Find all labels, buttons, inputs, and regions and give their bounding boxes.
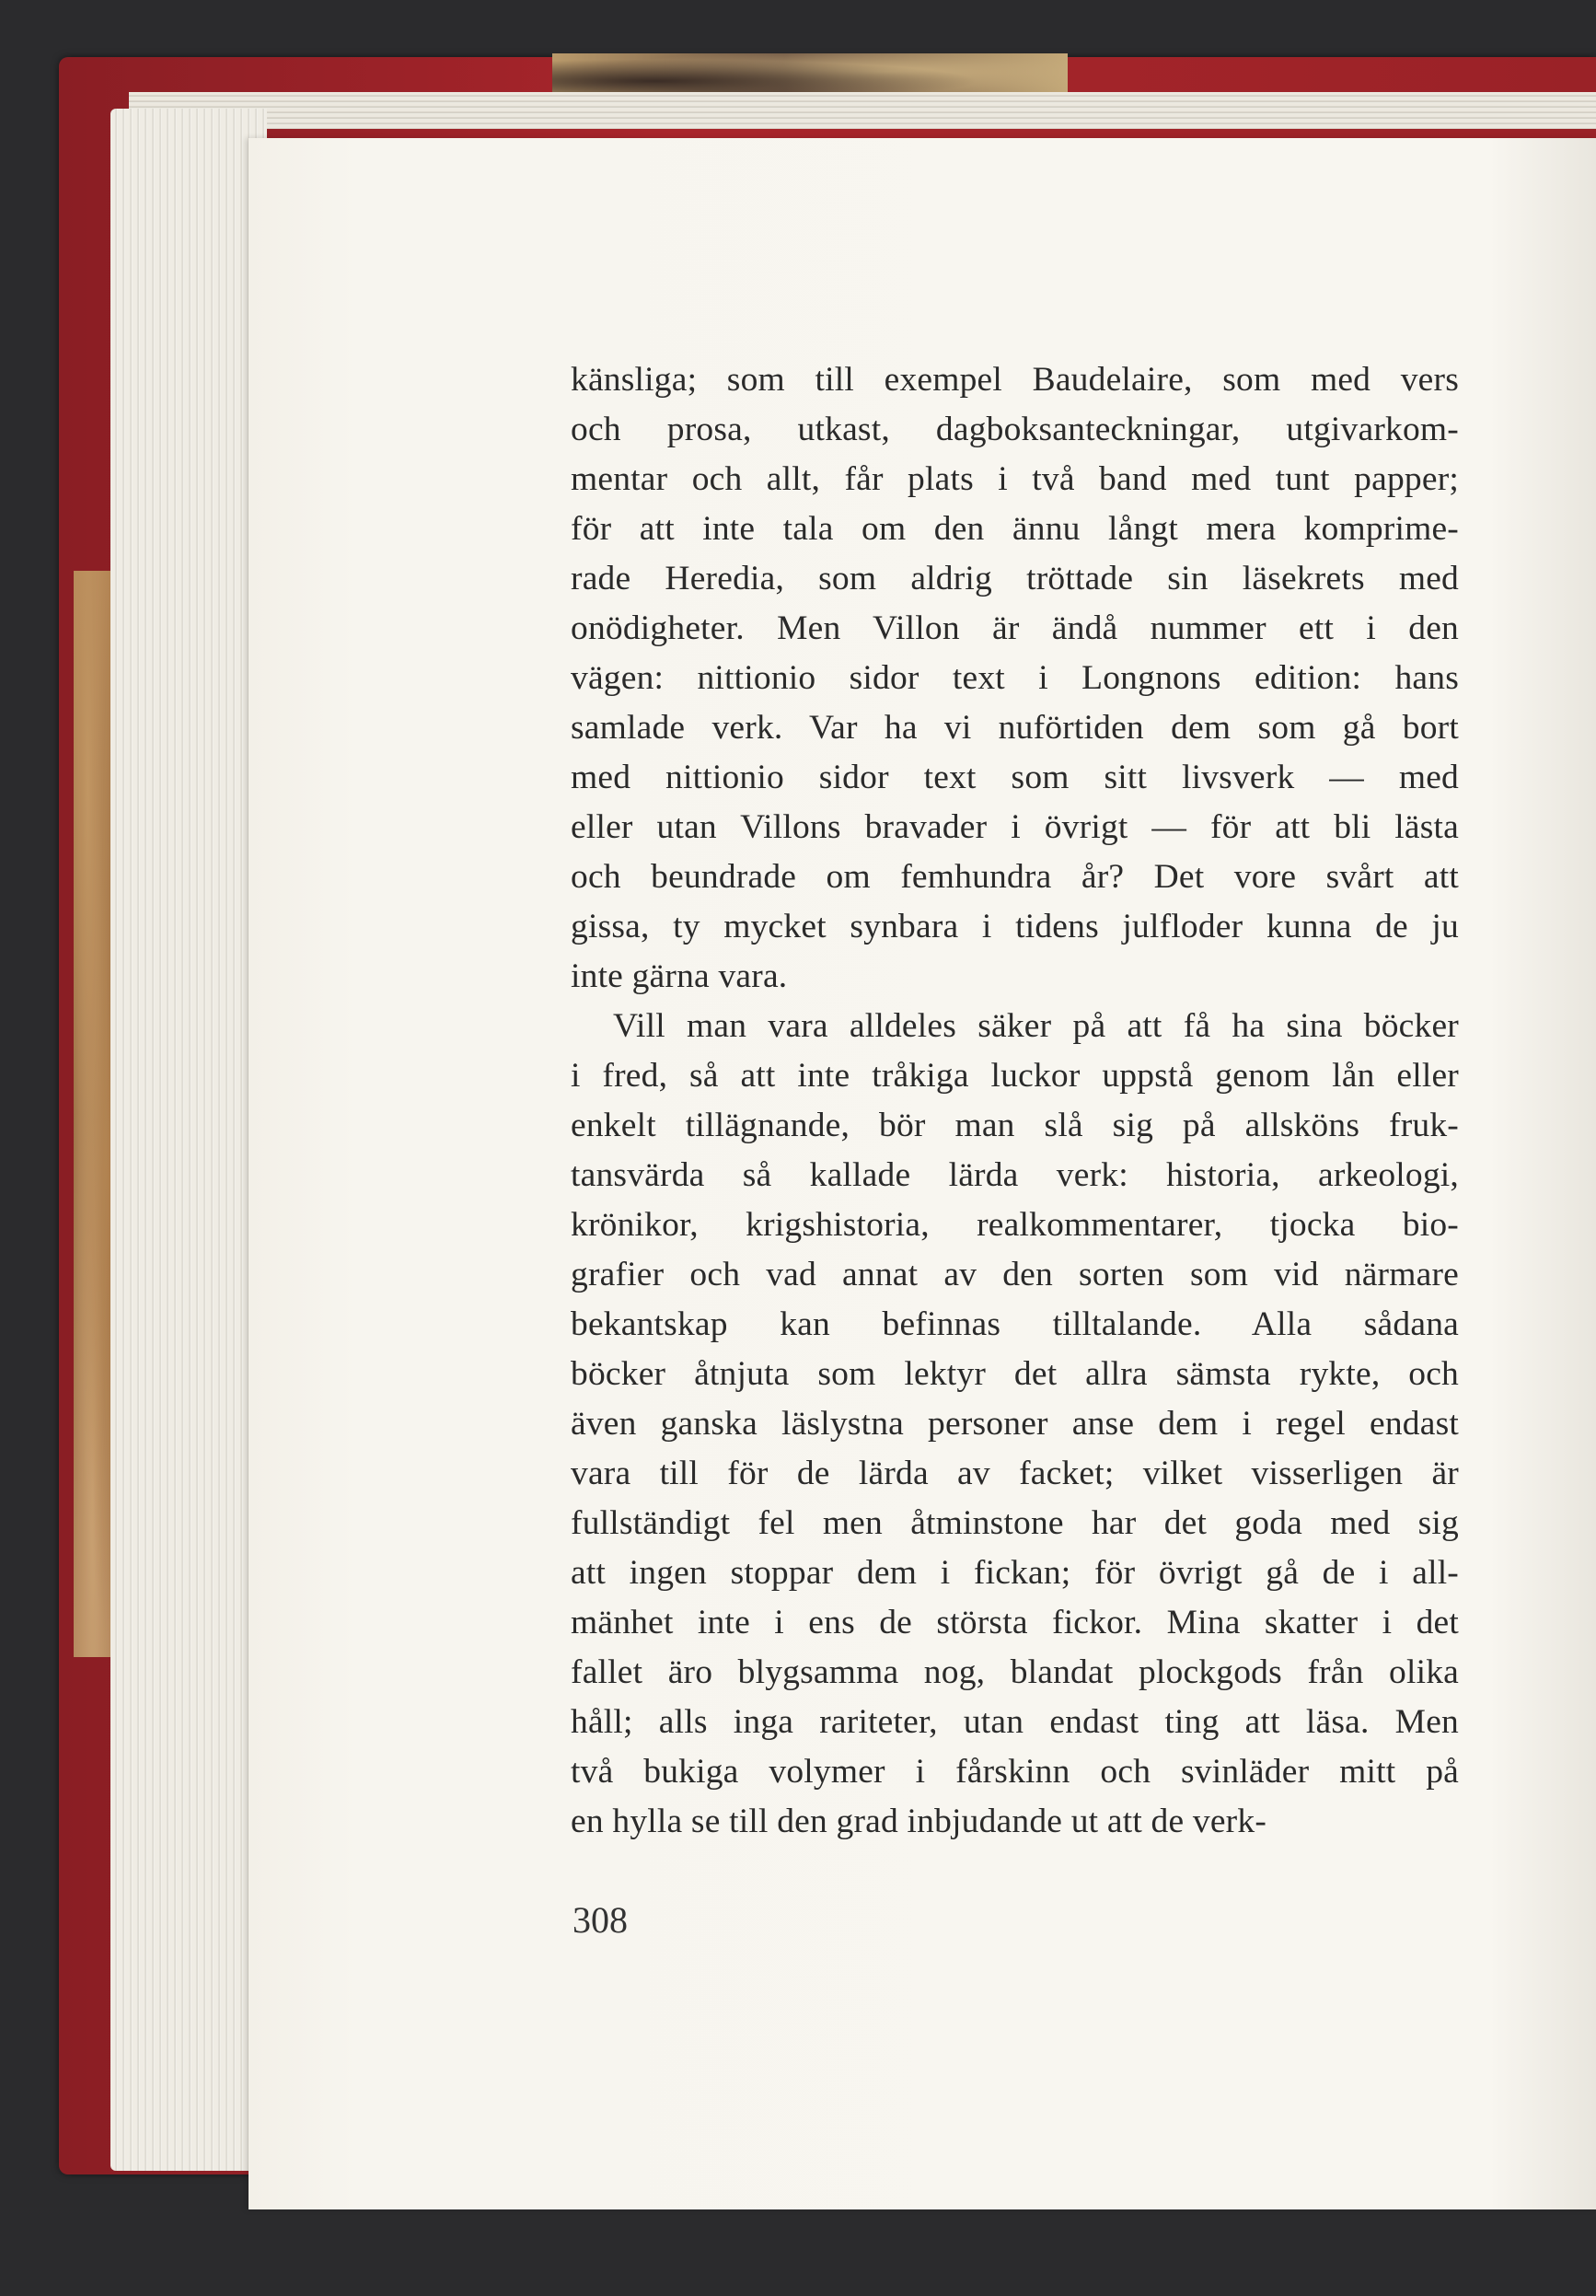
text-line: krönikor, krigshistoria, realkommentarer, tjocka bio- — [571, 1206, 1459, 1244]
page-number: 308 — [572, 1899, 628, 1941]
text-line: onödigheter. Men Villon är ändå nummer ett i den — [571, 609, 1459, 647]
text-line: mentar och allt, får plats i två band med tunt papper; — [571, 460, 1459, 498]
text-line: eller utan Villons bravader i övrigt — för att bli lästa — [571, 808, 1459, 846]
text-line: mänhet inte i ens de största fickor. Mina skatter i det — [571, 1604, 1459, 1641]
text-line: och beundrade om femhundra år? Det vore svårt att — [571, 858, 1459, 896]
text-line: i fred, så att inte tråkiga luckor uppstå genom lån eller — [571, 1057, 1459, 1095]
text-line: för att inte tala om den ännu långt mera komprime- — [571, 510, 1459, 548]
paragraph-1 — [571, 355, 1459, 1002]
text-line: även ganska läslystna personer anse dem i regel endast — [571, 1405, 1459, 1443]
text-line: och prosa, utkast, dagboksanteckningar, utgivarkom- — [571, 411, 1459, 448]
text-line: böcker åtnjuta som lektyr det allra sämsta rykte, och — [571, 1355, 1459, 1393]
paragraph-2 — [571, 1002, 1459, 1847]
text-line: rade Heredia, som aldrig tröttade sin läsekrets med — [571, 560, 1459, 597]
text-line: enkelt tillägnande, bör man slå sig på allsköns fruk- — [571, 1107, 1459, 1144]
text-line: fullständigt fel men åtminstone har det goda med sig — [571, 1504, 1459, 1542]
body-text — [571, 355, 1459, 1847]
text-line: gissa, ty mycket synbara i tidens julfloder kunna de ju — [571, 908, 1459, 945]
text-line: en hylla se till den grad inbjudande ut att de verk- — [571, 1803, 1267, 1840]
text-line: bekantskap kan befinnas tilltalande. Alla sådana — [571, 1305, 1459, 1343]
text-line: att ingen stoppar dem i fickan; för övrigt gå de i all- — [571, 1554, 1459, 1592]
text-line: känsliga; som till exempel Baudelaire, som med vers — [571, 361, 1459, 399]
text-line: grafier och vad annat av den sorten som vid närmare — [571, 1256, 1459, 1293]
text-line: inte gärna vara. — [571, 957, 788, 995]
text-line: med nittionio sidor text som sitt livsverk — med — [571, 759, 1459, 796]
text-line: fallet äro blygsamma nog, blandat plockgods från olika — [571, 1653, 1459, 1691]
text-line: vara till för de lärda av facket; vilket visserligen är — [571, 1455, 1459, 1492]
text-line: Vill man vara alldeles säker på att få ha sina böcker — [613, 1007, 1459, 1045]
text-line: tansvärda så kallade lärda verk: historia, arkeologi, — [571, 1156, 1459, 1194]
page-block-fore-edge — [110, 109, 267, 2171]
text-line: vägen: nittionio sidor text i Longnons edition: hans — [571, 659, 1459, 697]
text-line: håll; alls inga rariteter, utan endast ting att läsa. Men — [571, 1703, 1459, 1741]
page-block-top-edge — [129, 92, 1596, 129]
text-line: två bukiga volymer i fårskinn och svinläder mitt på — [571, 1753, 1459, 1791]
text-line: samlade verk. Var ha vi nuförtiden dem som gå bort — [571, 709, 1459, 747]
